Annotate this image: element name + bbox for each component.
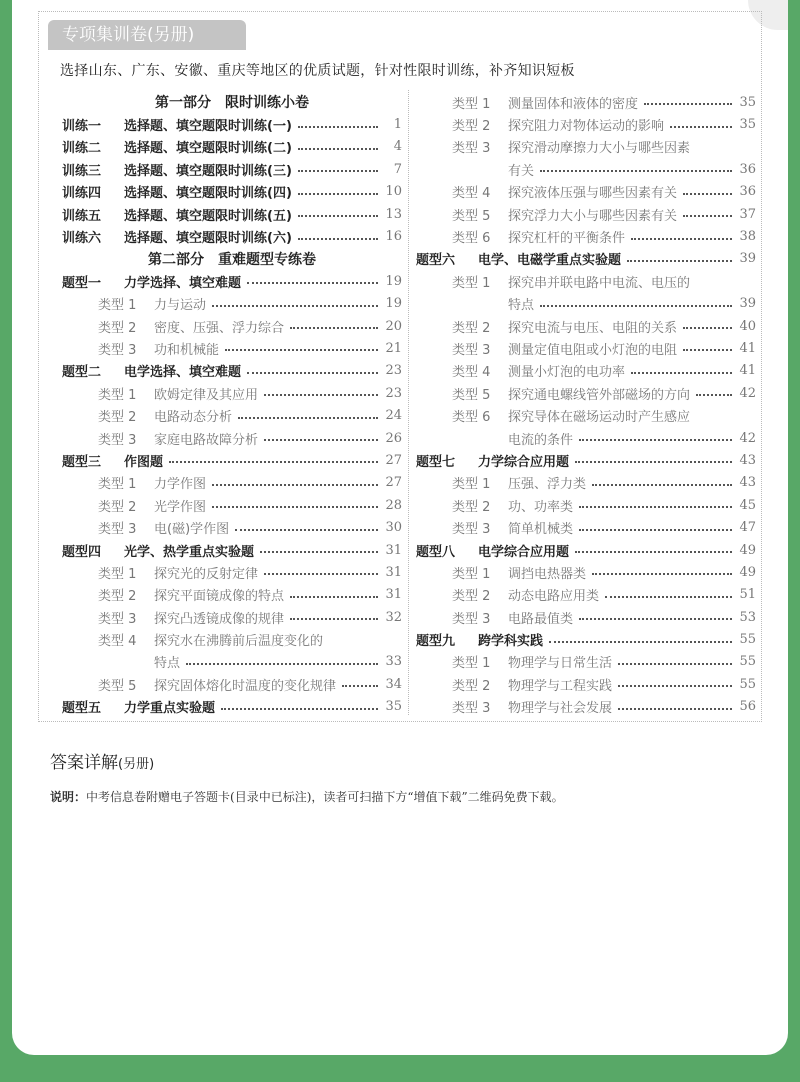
toc-subentry[interactable] xyxy=(416,113,756,135)
toc-entry[interactable] xyxy=(62,360,402,382)
entry-title: 探究阻力对物体运动的影响 xyxy=(508,119,665,135)
entry-label: 类型 1 xyxy=(98,566,137,582)
section-intro: 选择山东、广东、安徽、重庆等地区的优质试题，针对性限时训练，补齐知识短板 xyxy=(60,63,575,79)
toc-entry[interactable] xyxy=(416,539,756,561)
toc-entry[interactable] xyxy=(416,248,756,270)
entry-label: 类型 2 xyxy=(98,589,137,605)
dot-leader xyxy=(618,663,732,665)
entry-page: 31 xyxy=(385,587,402,603)
entry-label: 题型五 xyxy=(62,701,102,717)
entry-page: 55 xyxy=(739,654,756,670)
entry-title-continued: 特点 xyxy=(154,656,181,672)
entry-page: 13 xyxy=(385,206,402,222)
toc-subentry[interactable] xyxy=(62,404,402,426)
dot-leader xyxy=(247,372,378,374)
toc-subentry[interactable] xyxy=(416,225,756,247)
dot-leader xyxy=(605,596,732,598)
entry-title: 力学作图 xyxy=(154,477,207,493)
toc-subentry[interactable] xyxy=(416,203,756,225)
section-tag: 专项集训卷(另册) xyxy=(48,20,246,50)
entry-page: 55 xyxy=(739,632,756,648)
entry-page: 35 xyxy=(739,94,756,110)
entry-title: 电路最值类 xyxy=(508,611,574,627)
dot-leader xyxy=(592,484,732,486)
dot-leader xyxy=(169,461,378,463)
dot-leader xyxy=(264,394,378,396)
entry-label: 类型 2 xyxy=(98,320,137,336)
toc-subentry[interactable] xyxy=(416,404,756,426)
toc-subentry[interactable] xyxy=(416,561,756,583)
toc-entry[interactable] xyxy=(62,449,402,471)
toc-subentry[interactable] xyxy=(62,673,402,695)
entry-label: 类型 3 xyxy=(98,522,137,538)
entry-label: 类型 3 xyxy=(452,342,491,358)
toc-subentry[interactable] xyxy=(416,270,756,292)
entry-label: 类型 3 xyxy=(98,432,137,448)
entry-page: 26 xyxy=(385,430,402,446)
entry-title: 密度、压强、浮力综合 xyxy=(154,320,285,336)
entry-page: 10 xyxy=(385,184,402,200)
entry-page: 42 xyxy=(739,430,756,446)
toc-entry[interactable] xyxy=(62,113,402,135)
entry-page: 51 xyxy=(739,587,756,603)
entry-label: 类型 5 xyxy=(452,208,491,224)
toc-entry[interactable] xyxy=(416,628,756,650)
entry-page: 43 xyxy=(739,452,756,468)
dot-leader xyxy=(618,708,732,710)
entry-page: 20 xyxy=(385,318,402,334)
entry-label: 类型 6 xyxy=(452,231,491,247)
entry-label: 类型 5 xyxy=(452,387,491,403)
entry-title: 探究串并联电路中电流、电压的 xyxy=(508,275,691,291)
entry-label: 类型 1 xyxy=(452,275,491,291)
toc-subentry[interactable] xyxy=(416,382,756,404)
dot-leader xyxy=(696,394,732,396)
entry-label: 类型 2 xyxy=(452,678,491,694)
entry-label: 训练五 xyxy=(62,208,102,224)
entry-label: 题型四 xyxy=(62,544,102,560)
dot-leader xyxy=(186,663,378,665)
entry-page: 27 xyxy=(385,452,402,468)
entry-page: 23 xyxy=(385,363,402,379)
entry-title: 调挡电热器类 xyxy=(508,566,587,582)
dot-leader xyxy=(644,103,732,105)
entry-page: 49 xyxy=(739,542,756,558)
dot-leader xyxy=(627,260,732,262)
entry-title: 电(磁)学作图 xyxy=(154,522,230,538)
entry-title: 选择题、填空题限时训练(四) xyxy=(124,186,292,202)
dot-leader xyxy=(212,506,378,508)
toc-right-column xyxy=(416,91,756,718)
entry-page: 19 xyxy=(385,296,402,312)
toc-subentry[interactable] xyxy=(62,382,402,404)
entry-page: 39 xyxy=(739,251,756,267)
dot-leader xyxy=(238,417,378,419)
dot-leader xyxy=(235,529,378,531)
entry-title-continued: 电流的条件 xyxy=(508,432,574,448)
entry-title: 探究液体压强与哪些因素有关 xyxy=(508,186,678,202)
dot-leader xyxy=(264,439,378,441)
entry-page: 35 xyxy=(385,699,402,715)
entry-label: 类型 3 xyxy=(98,611,137,627)
entry-title: 选择题、填空题限时训练(二) xyxy=(124,141,292,157)
entry-label: 类型 3 xyxy=(452,141,491,157)
entry-title: 探究凸透镜成像的规律 xyxy=(154,611,285,627)
dot-leader xyxy=(683,327,732,329)
dot-leader xyxy=(549,641,732,643)
entry-title: 选择题、填空题限时训练(一) xyxy=(124,119,292,135)
entry-title-continued: 有关 xyxy=(508,163,535,179)
entry-label: 题型六 xyxy=(416,253,456,269)
dot-leader xyxy=(221,708,378,710)
entry-page: 53 xyxy=(739,609,756,625)
answers-suffix: (另册) xyxy=(118,757,155,772)
dot-leader xyxy=(575,461,732,463)
toc-subentry[interactable] xyxy=(416,91,756,113)
dot-leader xyxy=(290,618,378,620)
entry-title: 探究平面镜成像的特点 xyxy=(154,589,285,605)
entry-title: 电学、电磁学重点实验题 xyxy=(478,253,622,269)
dot-leader xyxy=(212,305,378,307)
entry-page: 1 xyxy=(393,117,402,133)
toc-entry[interactable] xyxy=(62,203,402,225)
entry-title: 测量小灯泡的电功率 xyxy=(508,365,626,381)
entry-label: 类型 4 xyxy=(452,186,491,202)
dot-leader xyxy=(540,170,732,172)
dot-leader xyxy=(298,126,378,128)
entry-title: 电学选择、填空难题 xyxy=(124,365,242,381)
entry-label: 类型 2 xyxy=(452,499,491,515)
toc-subentry-continued[interactable] xyxy=(416,158,756,180)
entry-label: 类型 1 xyxy=(98,387,137,403)
entry-title: 探究光的反射定律 xyxy=(154,566,259,582)
toc-subentry[interactable] xyxy=(62,606,402,628)
entry-label: 训练三 xyxy=(62,163,102,179)
entry-title: 力与运动 xyxy=(154,298,207,314)
entry-title: 欧姆定律及其应用 xyxy=(154,387,259,403)
dot-leader xyxy=(618,685,732,687)
entry-title: 作图题 xyxy=(124,454,164,470)
entry-page: 37 xyxy=(739,206,756,222)
dot-leader xyxy=(683,349,732,351)
toc-subentry[interactable] xyxy=(62,628,402,650)
toc-subentry-continued[interactable] xyxy=(416,293,756,315)
dot-leader xyxy=(298,215,378,217)
entry-page: 43 xyxy=(739,475,756,491)
toc-left-column xyxy=(62,91,402,718)
dot-leader xyxy=(631,372,732,374)
entry-page: 32 xyxy=(385,609,402,625)
entry-title: 简单机械类 xyxy=(508,522,574,538)
dot-leader xyxy=(579,439,732,441)
entry-label: 题型三 xyxy=(62,454,102,470)
entry-page: 4 xyxy=(393,139,402,155)
answers-title: 答案详解 xyxy=(50,753,118,773)
entry-label: 题型八 xyxy=(416,544,456,560)
dot-leader xyxy=(290,596,378,598)
toc-subentry[interactable] xyxy=(416,136,756,158)
dot-leader xyxy=(342,685,378,687)
entry-page: 41 xyxy=(739,363,756,379)
entry-page: 31 xyxy=(385,542,402,558)
entry-title: 功和机械能 xyxy=(154,342,220,358)
entry-label: 题型七 xyxy=(416,454,456,470)
entry-page: 45 xyxy=(739,497,756,513)
toc-subentry-continued[interactable] xyxy=(416,427,756,449)
answers-heading xyxy=(50,748,154,773)
entry-title-continued: 特点 xyxy=(508,298,535,314)
entry-page: 31 xyxy=(385,564,402,580)
toc-subentry[interactable] xyxy=(62,427,402,449)
entry-title: 测量定值电阻或小灯泡的电阻 xyxy=(508,342,678,358)
toc-entry[interactable] xyxy=(62,136,402,158)
entry-label: 训练六 xyxy=(62,231,102,247)
toc-subentry[interactable] xyxy=(416,494,756,516)
toc-entry[interactable] xyxy=(62,696,402,718)
entry-title: 电路动态分析 xyxy=(154,410,233,426)
entry-label: 类型 1 xyxy=(98,477,137,493)
entry-title: 探究滑动摩擦力大小与哪些因素 xyxy=(508,141,691,157)
entry-label: 题型二 xyxy=(62,365,102,381)
entry-label: 题型一 xyxy=(62,275,102,291)
toc-subentry[interactable] xyxy=(416,696,756,718)
entry-title: 探究水在沸腾前后温度变化的 xyxy=(154,634,324,650)
entry-title: 探究通电螺线管外部磁场的方向 xyxy=(508,387,691,403)
entry-label: 类型 3 xyxy=(452,611,491,627)
entry-title: 探究电流与电压、电阻的关系 xyxy=(508,320,678,336)
entry-title: 探究浮力大小与哪些因素有关 xyxy=(508,208,678,224)
dot-leader xyxy=(298,238,378,240)
toc-subentry-continued[interactable] xyxy=(62,651,402,673)
entry-page: 47 xyxy=(739,520,756,536)
part-heading: 第一部分 限时训练小卷 xyxy=(155,95,309,112)
entry-page: 36 xyxy=(739,184,756,200)
dot-leader xyxy=(592,573,732,575)
entry-page: 23 xyxy=(385,385,402,401)
page-card xyxy=(12,0,788,1055)
dot-leader xyxy=(670,126,732,128)
entry-label: 类型 2 xyxy=(452,320,491,336)
entry-label: 类型 1 xyxy=(452,566,491,582)
dot-leader xyxy=(631,238,732,240)
toc-entry[interactable] xyxy=(62,225,402,247)
toc-entry[interactable] xyxy=(62,158,402,180)
toc-subentry[interactable] xyxy=(62,315,402,337)
entry-page: 33 xyxy=(385,654,402,670)
entry-title: 电学综合应用题 xyxy=(478,544,570,560)
toc-subentry[interactable] xyxy=(416,337,756,359)
entry-page: 30 xyxy=(385,520,402,536)
entry-title: 力学重点实验题 xyxy=(124,701,216,717)
entry-label: 题型九 xyxy=(416,634,456,650)
note-prefix: 说明： xyxy=(50,790,87,804)
toc-subentry[interactable] xyxy=(416,472,756,494)
dot-leader xyxy=(540,305,732,307)
entry-label: 类型 2 xyxy=(98,499,137,515)
entry-page: 35 xyxy=(739,117,756,133)
dot-leader xyxy=(579,506,732,508)
toc-subentry[interactable] xyxy=(62,293,402,315)
entry-label: 类型 3 xyxy=(452,701,491,717)
dot-leader xyxy=(290,327,378,329)
entry-label: 类型 2 xyxy=(98,410,137,426)
toc-subentry[interactable] xyxy=(62,584,402,606)
toc-subentry[interactable] xyxy=(62,561,402,583)
dot-leader xyxy=(579,618,732,620)
entry-title: 光学作图 xyxy=(154,499,207,515)
toc-entry[interactable] xyxy=(62,181,402,203)
dot-leader xyxy=(298,193,378,195)
entry-title: 选择题、填空题限时训练(六) xyxy=(124,231,292,247)
entry-page: 16 xyxy=(385,229,402,245)
dot-leader xyxy=(683,193,732,195)
toc-subentry[interactable] xyxy=(416,651,756,673)
entry-title: 物理学与日常生活 xyxy=(508,656,613,672)
entry-page: 38 xyxy=(739,229,756,245)
entry-title: 跨学科实践 xyxy=(478,634,544,650)
entry-title: 压强、浮力类 xyxy=(508,477,587,493)
note-text: 中考信息卷附赠电子答题卡(目录中已标注)，读者可扫描下方“增值下载”二维码免费下载。 xyxy=(86,790,564,804)
toc-subentry[interactable] xyxy=(62,494,402,516)
entry-page: 24 xyxy=(385,408,402,424)
entry-title: 家庭电路故障分析 xyxy=(154,432,259,448)
entry-label: 类型 2 xyxy=(452,589,491,605)
part-heading: 第二部分 重难题型专练卷 xyxy=(148,251,316,268)
entry-label: 训练一 xyxy=(62,119,102,135)
entry-label: 类型 6 xyxy=(452,410,491,426)
entry-title: 光学、热学重点实验题 xyxy=(124,544,255,560)
dot-leader xyxy=(247,282,378,284)
entry-title: 探究固体熔化时温度的变化规律 xyxy=(154,678,337,694)
dot-leader xyxy=(212,484,378,486)
entry-title: 测量固体和液体的密度 xyxy=(508,96,639,112)
entry-page: 36 xyxy=(739,161,756,177)
entry-page: 34 xyxy=(385,676,402,692)
toc-subentry[interactable] xyxy=(416,181,756,203)
entry-title: 物理学与工程实践 xyxy=(508,678,613,694)
toc-entry[interactable] xyxy=(62,539,402,561)
entry-page: 7 xyxy=(393,161,402,177)
entry-title: 力学综合应用题 xyxy=(478,454,570,470)
toc-subentry[interactable] xyxy=(62,472,402,494)
entry-title: 动态电路应用类 xyxy=(508,589,600,605)
entry-title: 探究杠杆的平衡条件 xyxy=(508,231,626,247)
dot-leader xyxy=(579,529,732,531)
toc-entry[interactable] xyxy=(416,449,756,471)
entry-label: 类型 1 xyxy=(452,477,491,493)
entry-label: 类型 3 xyxy=(98,342,137,358)
dot-leader xyxy=(683,215,732,217)
entry-label: 类型 4 xyxy=(452,365,491,381)
toc-subentry[interactable] xyxy=(62,337,402,359)
entry-label: 类型 3 xyxy=(452,522,491,538)
toc-subentry[interactable] xyxy=(416,360,756,382)
entry-title: 物理学与社会发展 xyxy=(508,701,613,717)
entry-label: 类型 2 xyxy=(452,119,491,135)
toc-subentry[interactable] xyxy=(416,315,756,337)
entry-label: 类型 4 xyxy=(98,634,137,650)
dot-leader xyxy=(264,573,378,575)
entry-label: 训练四 xyxy=(62,186,102,202)
entry-page: 55 xyxy=(739,676,756,692)
entry-label: 类型 1 xyxy=(452,96,491,112)
entry-page: 41 xyxy=(739,340,756,356)
entry-label: 类型 5 xyxy=(98,678,137,694)
dot-leader xyxy=(298,148,378,150)
entry-page: 19 xyxy=(385,273,402,289)
column-divider xyxy=(408,90,409,715)
dot-leader xyxy=(225,349,378,351)
toc-subentry[interactable] xyxy=(416,584,756,606)
entry-title: 选择题、填空题限时训练(五) xyxy=(124,208,292,224)
entry-page: 40 xyxy=(739,318,756,334)
entry-page: 28 xyxy=(385,497,402,513)
toc-subentry[interactable] xyxy=(416,516,756,538)
entry-label: 类型 1 xyxy=(452,656,491,672)
dot-leader xyxy=(575,551,732,553)
entry-page: 49 xyxy=(739,564,756,580)
toc-subentry[interactable] xyxy=(62,516,402,538)
toc-subentry[interactable] xyxy=(416,673,756,695)
entry-title: 功、功率类 xyxy=(508,499,574,515)
entry-title: 选择题、填空题限时训练(三) xyxy=(124,163,292,179)
note xyxy=(50,788,564,805)
toc-subentry[interactable] xyxy=(416,606,756,628)
entry-page: 42 xyxy=(739,385,756,401)
entry-label: 训练二 xyxy=(62,141,102,157)
dot-leader xyxy=(298,170,378,172)
entry-page: 56 xyxy=(739,699,756,715)
entry-label: 类型 1 xyxy=(98,298,137,314)
dot-leader xyxy=(260,551,378,553)
entry-page: 39 xyxy=(739,296,756,312)
entry-title: 力学选择、填空难题 xyxy=(124,275,242,291)
entry-page: 27 xyxy=(385,475,402,491)
entry-page: 21 xyxy=(385,340,402,356)
toc-entry[interactable] xyxy=(62,270,402,292)
entry-title: 探究导体在磁场运动时产生感应 xyxy=(508,410,691,426)
